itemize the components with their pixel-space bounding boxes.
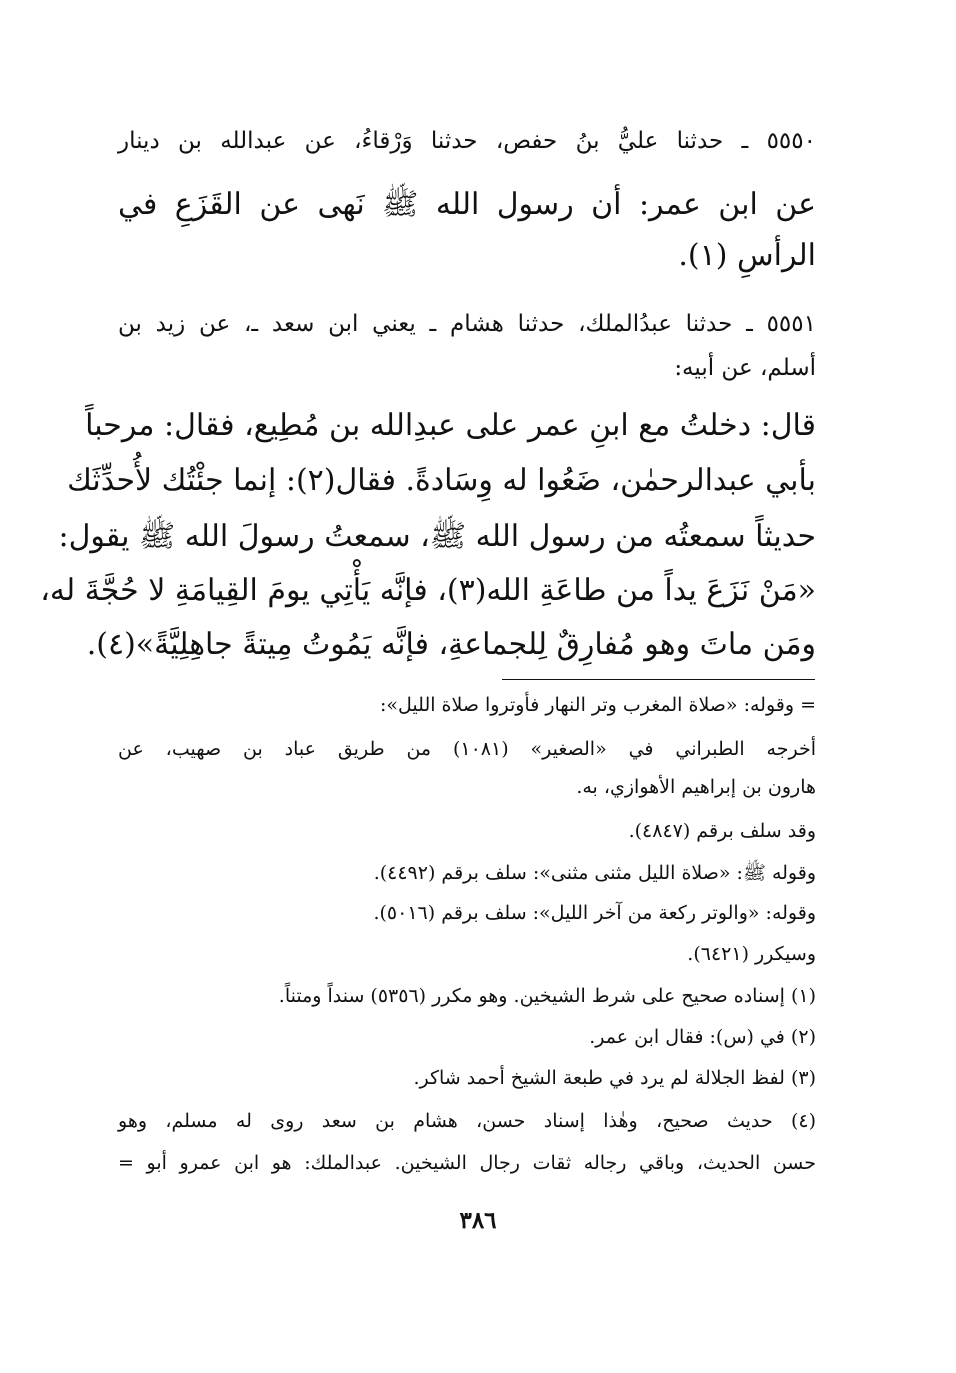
footnote-continuation-line-1: = وقوله: «صلاة المغرب وتر النهار فأوتروا صلاة الليل»: [380, 694, 816, 716]
footnote-1: (١) إسناده صحيح على شرط الشيخين. وهو مكرر (٥٣٥٦) سنداً ومتناً. [278, 985, 816, 1007]
hadith-5551-line-3: قال: دخلتُ مع ابنِ عمر على عبدِالله بن مُطِيع، فقال: مرحباً [85, 408, 816, 443]
hadith-5551-line-7: ومَن ماتَ وهو مُفارِقٌ لِلجماعةِ، فإنَّه يَمُوتُ مِيتةً جاهِلِيَّةً»(٤). [86, 627, 816, 662]
hadith-5550-line-1: ٥٥٥٠ ـ حدثنا عليُّ بنُ حفص، حدثنا وَرْقاءُ، عن عبدالله بن دينار [118, 128, 816, 154]
hadith-5551-line-4: بأبي عبدالرحمٰن، ضَعُوا له وِسَادةً. فقال(٢): إنما جئْتُك لأُحدِّثَك [67, 463, 816, 498]
footnote-continuation-line-6: وقوله: «والوتر ركعة من آخر الليل»: سلف برقم (٥٠١٦). [373, 902, 816, 924]
hadith-5551-line-2: أسلم، عن أبيه: [674, 355, 816, 381]
footnote-continuation-line-2: أخرجه الطبراني في «الصغير» (١٠٨١) من طريق عباد بن صهيب، عن [118, 738, 816, 760]
footnote-4-line-1: (٤) حديث صحيح، وهٰذا إسناد حسن، هشام بن سعد روى له مسلم، وهو [118, 1110, 816, 1132]
footnote-continuation-line-7: وسيكرر (٦٤٢١). [687, 943, 816, 965]
hadith-5551-line-6: «مَنْ نَزَعَ يداً من طاعَةِ الله(٣)، فإنَّه يَأْتِي يومَ القِيامَةِ لا حُجَّةَ له، [40, 573, 816, 608]
footnote-continuation-line-5: وقوله ﷺ: «صلاة الليل مثنى مثنى»: سلف برقم (٤٤٩٢). [373, 862, 816, 884]
hadith-5550-line-3: الرأسِ (١). [678, 238, 816, 273]
footnote-2: (٢) في (س): فقال ابن عمر. [589, 1026, 816, 1048]
footnote-continuation-line-3: هارون بن إبراهيم الأهوازي، به. [576, 776, 816, 798]
footnote-divider [502, 679, 815, 680]
hadith-5551-line-5: حديثاً سمعتُه من رسول الله ﷺ، سمعتُ رسولَ الله ﷺ يقول: [58, 519, 816, 554]
hadith-5551-line-1: ٥٥٥١ ـ حدثنا عبدُالملك، حدثنا هشام ـ يعني ابن سعد ـ، عن زيد بن [118, 311, 816, 337]
hadith-5550-line-2: عن ابن عمر: أن رسول الله ﷺ نَهى عن القَزَعِ في [118, 187, 816, 222]
footnote-4-line-2: حسن الحديث، وباقي رجاله ثقات رجال الشيخين. عبدالملك: هو ابن عمرو أبو = [118, 1152, 816, 1174]
footnote-continuation-line-4: وقد سلف برقم (٤٨٤٧). [628, 820, 816, 842]
page-number: ٣٨٦ [459, 1207, 497, 1234]
footnote-3: (٣) لفظ الجلالة لم يرد في طبعة الشيخ أحمد شاكر. [413, 1067, 816, 1089]
